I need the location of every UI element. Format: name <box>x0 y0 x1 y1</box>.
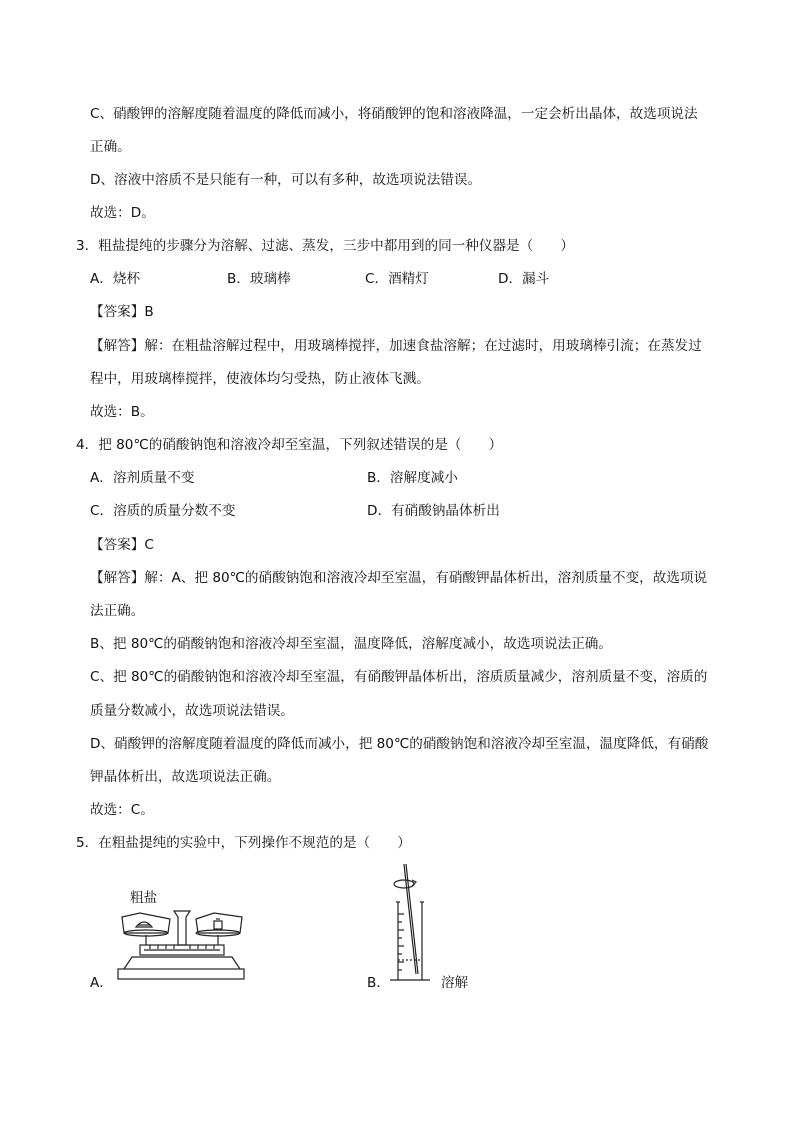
q4-stem: 4．把 80℃的硝酸钠饱和溶液冷却至室温，下列叙述错误的是（ ） <box>76 437 503 453</box>
q5-option-b-figure-label: 溶解 <box>441 975 469 991</box>
q4-option-b: B．溶解度减小 <box>367 470 458 486</box>
q3-answer: 【答案】B <box>90 304 154 320</box>
q3-option-b: B．玻璃棒 <box>227 271 291 287</box>
q4-analysis-line2: 法正确。 <box>90 603 145 619</box>
q5-stem: 5．在粗盐提纯的实验中，下列操作不规范的是（ ） <box>76 835 411 851</box>
q3-option-d: D．漏斗 <box>498 271 550 287</box>
q4-option-d: D．有硝酸钠晶体析出 <box>367 503 500 519</box>
q4-analysis-line4: C、把 80℃的硝酸钠饱和溶液冷却至室温，有硝酸钾晶体析出，溶质质量减少，溶剂质量不变，溶质的 <box>90 669 708 685</box>
prev-option-c-line2: 正确。 <box>90 139 131 155</box>
q5-option-a-figure-label: 粗盐 <box>130 890 158 906</box>
q4-answer: 【答案】C <box>90 537 154 553</box>
q5-option-b-letter: B． <box>367 975 390 991</box>
q4-analysis-line6: D、硝酸钾的溶解度随着温度的降低而减小，把 80℃的硝酸钠饱和溶液冷却至室温，温度降低，有硝酸 <box>90 736 709 752</box>
balance-scale-icon <box>110 903 255 983</box>
q4-analysis-line5: 质量分数减小，故选项说法错误。 <box>90 703 294 719</box>
prev-choice: 故选：D。 <box>90 205 155 221</box>
q4-analysis-line7: 钾晶体析出，故选项说法正确。 <box>90 769 281 785</box>
prev-option-c-line1: C、硝酸钾的溶解度随着温度的降低而减小，将硝酸钾的饱和溶液降温，一定会析出晶体，故选项说法 <box>90 106 698 122</box>
q3-option-a: A．烧杯 <box>90 271 141 287</box>
q3-option-c: C．酒精灯 <box>365 271 429 287</box>
prev-option-d-line: D、溶液中溶质不是只能有一种，可以有多种，故选项说法错误。 <box>90 172 482 188</box>
q3-stem: 3．粗盐提纯的步骤分为溶解、过滤、蒸发，三步中都用到的同一种仪器是（ ） <box>76 238 575 254</box>
q4-analysis-line3: B、把 80℃的硝酸钠饱和溶液冷却至室温，温度降低，溶解度减小，故选项说法正确。 <box>90 636 612 652</box>
q3-choice: 故选：B。 <box>90 404 154 420</box>
q4-choice: 故选：C。 <box>90 802 154 818</box>
q3-analysis-line2: 程中，用玻璃棒搅拌，使液体均匀受热，防止液体飞溅。 <box>90 371 430 387</box>
graduated-cylinder-stirring-icon <box>380 862 440 987</box>
q4-option-c: C．溶质的质量分数不变 <box>90 503 236 519</box>
q4-option-a: A．溶剂质量不变 <box>90 470 195 486</box>
q3-analysis-line1: 【解答】解：在粗盐溶解过程中，用玻璃棒搅拌，加速食盐溶解；在过滤时，用玻璃棒引流；在蒸发过 <box>90 338 702 354</box>
q5-option-a-letter: A． <box>90 975 113 991</box>
q4-analysis-line1: 【解答】解：A、把 80℃的硝酸钠饱和溶液冷却至室温，有硝酸钾晶体析出，溶剂质量不变，故选项说 <box>90 570 708 586</box>
